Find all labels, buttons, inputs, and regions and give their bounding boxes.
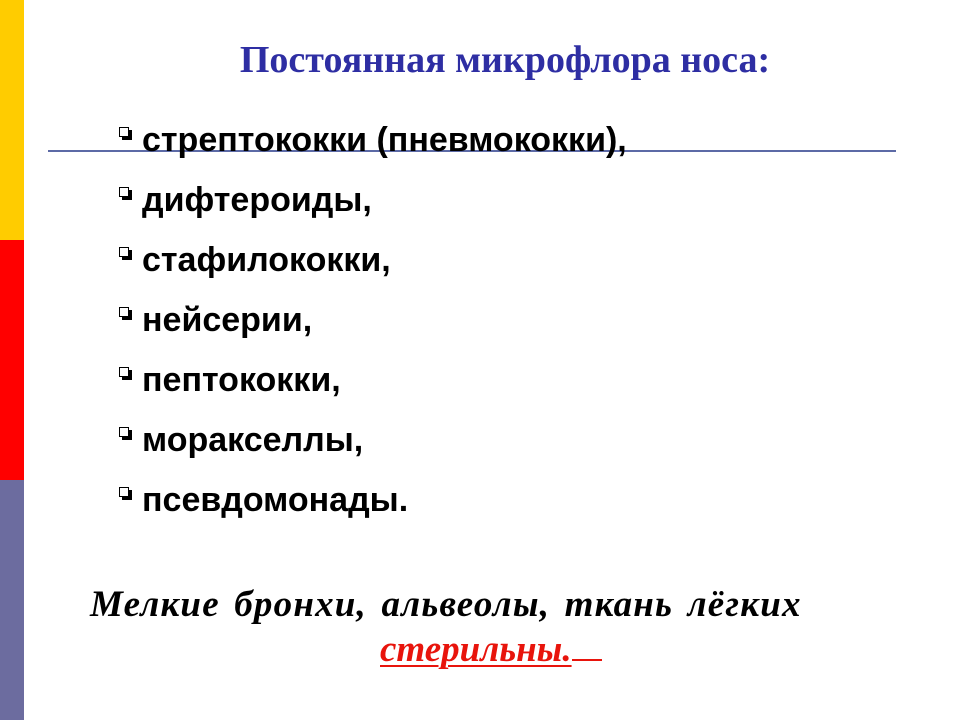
bullet-text: стрептококки (пневмококки), xyxy=(142,121,627,159)
hollow-square-bullet-icon xyxy=(118,126,134,144)
footer-statement: Мелкие бронхи, альвеолы, ткань лёгких xyxy=(90,584,802,625)
bullet-item-moraxella xyxy=(118,420,627,480)
accent-stripe-slate xyxy=(0,480,24,720)
hollow-square-bullet-icon xyxy=(118,366,134,384)
bullet-item-staphylococci xyxy=(118,240,627,300)
hollow-square-bullet-icon xyxy=(118,246,134,264)
bullet-text: дифтероиды, xyxy=(142,181,372,219)
bullet-item-streptococci xyxy=(118,120,627,180)
slide-title: Постоянная микрофлора носа: xyxy=(239,39,771,81)
bullet-text: псевдомонады. xyxy=(142,481,409,519)
underline-tail xyxy=(572,629,602,661)
bullet-text: пептококки, xyxy=(142,361,341,399)
bullet-text: моракселлы, xyxy=(142,421,364,459)
accent-stripe-red xyxy=(0,240,24,480)
sterile-word: стерильны. xyxy=(380,629,572,670)
bullet-text: нейсерии, xyxy=(142,301,313,339)
hollow-square-bullet-icon xyxy=(118,486,134,504)
bullet-text: стафилококки, xyxy=(142,241,391,279)
hollow-square-bullet-icon xyxy=(118,426,134,444)
bullet-item-peptococci xyxy=(118,360,627,420)
bullet-item-diphtheroids xyxy=(118,180,627,240)
footer-emphasis xyxy=(380,628,602,671)
bullet-item-neisseria xyxy=(118,300,627,360)
bullet-item-pseudomonads xyxy=(118,480,627,540)
hollow-square-bullet-icon xyxy=(118,306,134,324)
bullet-list xyxy=(118,120,627,540)
accent-stripe-yellow xyxy=(0,0,24,240)
hollow-square-bullet-icon xyxy=(118,186,134,204)
